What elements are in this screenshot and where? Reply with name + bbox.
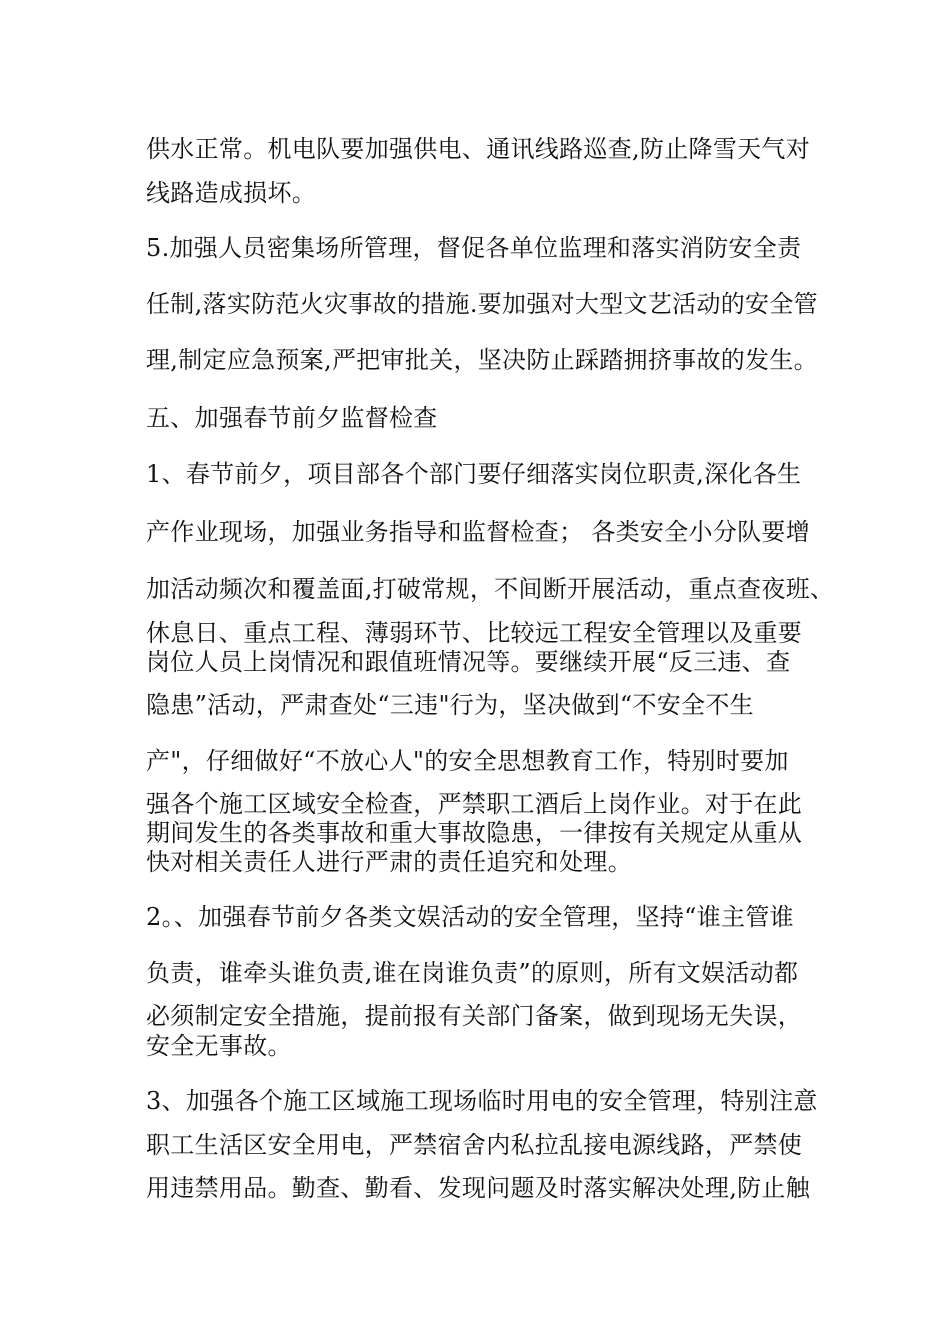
section-heading: 五、加强春节前夕监督检查 <box>146 404 438 432</box>
paragraph-line: 职工生活区安全用电，严禁宿舍内私拉乱接电源线路，严禁使 <box>146 1131 803 1159</box>
paragraph-line: 强各个施工区域安全检查，严禁职工酒后上岗作业。对于在此 <box>146 790 803 818</box>
paragraph-line: 产"，仔细做好“不放心人"的安全思想教育工作，特别时要加 <box>146 747 789 775</box>
paragraph-line: 岗位人员上岗情况和跟值班情况等。要继续开展“反三违、查 <box>146 648 791 676</box>
paragraph-line: 休息日、重点工程、薄弱环节、比较远工程安全管理以及重要 <box>146 619 803 647</box>
paragraph-line: 隐患”活动，严肃查处“三违"行为，坚决做到“不安全不生 <box>146 691 754 719</box>
paragraph-line: 用违禁用品。勤查、勤看、发现问题及时落实解决处理,防止触 <box>146 1174 811 1202</box>
paragraph-line: 线路造成损坏。 <box>146 179 317 207</box>
paragraph-line: 必须制定安全措施，提前报有关部门备案，做到现场无失误， <box>146 1002 803 1030</box>
paragraph-line: 1、春节前夕，项目部各个部门要仔细落实岗位职责,深化各生 <box>146 460 802 488</box>
paragraph-line: 加活动频次和覆盖面,打破常规，不间断开展活动，重点查夜班、 <box>146 575 835 603</box>
paragraph-line: 理,制定应急预案,严把审批关，坚决防止踩踏拥挤事故的发生。 <box>146 346 818 374</box>
paragraph-line: 安全无事故。 <box>146 1032 292 1060</box>
paragraph-line: 产作业现场，加强业务指导和监督检查； 各类安全小分队要增 <box>146 518 811 546</box>
paragraph-line: 期间发生的各类事故和重大事故隐患，一律按有关规定从重从 <box>146 819 803 847</box>
paragraph-line: 5.加强人员密集场所管理，督促各单位监理和落实消防安全责 <box>146 234 802 262</box>
paragraph-line: 任制,落实防范火灾事故的措施.要加强对大型文艺活动的安全管 <box>146 290 818 318</box>
paragraph-line: 快对相关责任人进行严肃的责任追究和处理。 <box>146 848 632 876</box>
paragraph-line: 负责，谁牵头谁负责,谁在岗谁负责”的原则，所有文娱活动都 <box>146 959 799 987</box>
paragraph-line: 供水正常。机电队要加强供电、通讯线路巡查,防止降雪天气对 <box>146 135 811 163</box>
paragraph-line: 3、加强各个施工区域施工现场临时用电的安全管理，特别注意 <box>146 1087 818 1115</box>
paragraph-line: 2。、加强春节前夕各类文娱活动的安全管理，坚持“谁主管谁 <box>146 903 794 931</box>
